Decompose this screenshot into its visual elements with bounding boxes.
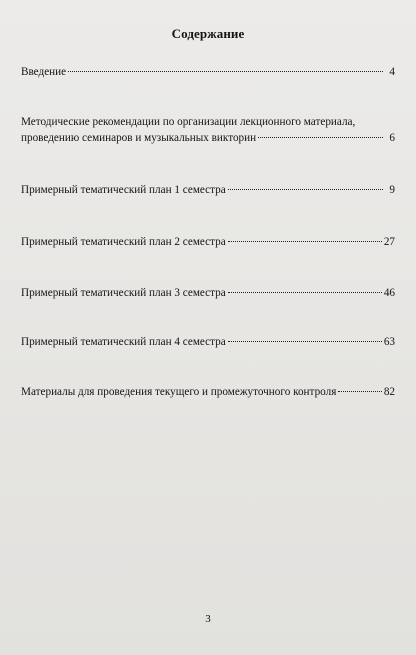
toc-entry-text: Примерный тематический план 1 семестра (21, 184, 226, 196)
toc-page-number: 82 (383, 386, 395, 398)
toc-entry-text: Материалы для проведения текущего и промежуточного контроля (21, 386, 337, 398)
dot-leader (228, 341, 382, 342)
dot-leader (228, 292, 382, 293)
page-number-footer: 3 (205, 613, 211, 625)
toc-entry-plan-semester-3 (21, 285, 395, 301)
toc-entry-introduction (21, 64, 395, 80)
toc-title: Содержание (171, 26, 245, 41)
toc-page-number: 63 (383, 336, 395, 348)
dot-leader (258, 137, 383, 138)
toc-entry-text: Введение (21, 66, 67, 78)
toc-entry-text: проведению семинаров и музыкальных викторин (21, 132, 257, 144)
toc-entry-text-line1: Методические рекомендации по организации лекционного материала, (21, 116, 356, 128)
toc-entry-plan-semester-1 (21, 182, 395, 198)
toc-page-number: 9 (389, 184, 395, 196)
toc-entry-text: Примерный тематический план 4 семестра (21, 336, 226, 348)
dot-leader (228, 189, 383, 190)
toc-page-number: 46 (383, 287, 395, 299)
dot-leader (228, 241, 382, 242)
toc-entry-plan-semester-2 (21, 234, 395, 250)
toc-entry-assessment-materials (21, 384, 395, 400)
toc-entry-plan-semester-4 (21, 334, 395, 350)
toc-entry-text: Примерный тематический план 2 семестра (21, 236, 226, 248)
toc-entry-text: Примерный тематический план 3 семестра (21, 287, 226, 299)
toc-page-number: 4 (389, 66, 395, 78)
toc-entry-methodology (21, 114, 395, 146)
dot-leader (68, 71, 383, 72)
toc-page-number: 27 (383, 236, 395, 248)
dot-leader (338, 391, 381, 392)
toc-page-number: 6 (389, 132, 395, 144)
